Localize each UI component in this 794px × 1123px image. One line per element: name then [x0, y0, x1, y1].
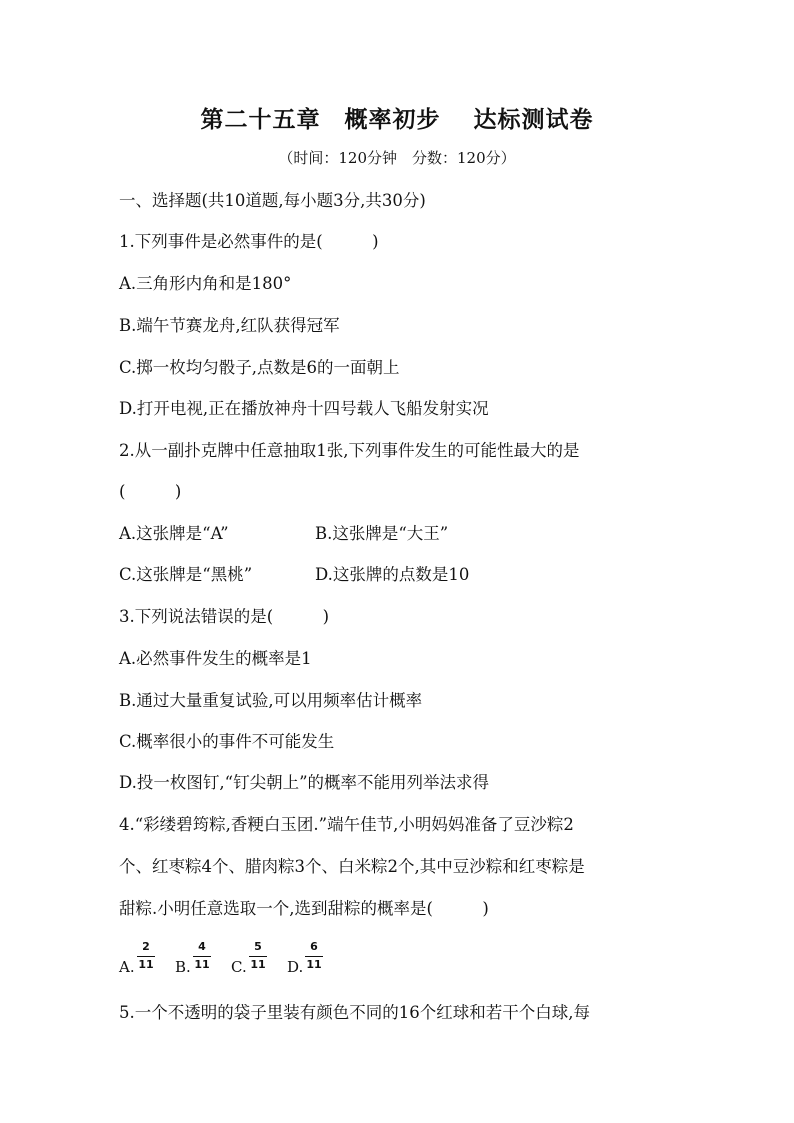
fraction: [249, 940, 267, 972]
question-5-stem: 5.一个不透明的袋子里装有颜色不同的16个红球和若干个白球,每: [119, 1003, 590, 1022]
question-2-stem-bracket: ( ): [119, 482, 182, 501]
question-1-stem: 1.下列事件是必然事件的是( ): [119, 232, 379, 251]
fraction-denominator: 11: [250, 958, 266, 971]
fraction-bar: [305, 956, 323, 957]
question-4-stem-line-1: 4.“彩缕碧筠粽,香粳白玉团.”端午佳节,小明妈妈准备了豆沙粽2: [119, 815, 574, 834]
question-3-option-d: D.投一枚图钉,“钉尖朝上”的概率不能用列举法求得: [119, 773, 490, 792]
fraction-numerator: 6: [310, 940, 318, 953]
question-3-option-a: A.必然事件发生的概率是1: [119, 649, 312, 668]
option-letter: A.: [119, 958, 135, 976]
fraction-bar: [137, 956, 155, 957]
fraction-denominator: 11: [138, 958, 154, 971]
question-2-option-a: A.这张牌是“A”: [119, 524, 229, 543]
question-3-option-c: C.概率很小的事件不可能发生: [119, 732, 335, 751]
page-title: 第二十五章 概率初步 达标测试卷: [200, 107, 594, 133]
question-1-option-d: D.打开电视,正在播放神舟十四号载人飞船发射实况: [119, 399, 489, 418]
question-3-option-b: B.通过大量重复试验,可以用频率估计概率: [119, 691, 423, 710]
question-1-option-a: A.三角形内角和是180°: [119, 274, 292, 293]
exam-meta: （时间：120分钟 分数：120分）: [278, 149, 516, 167]
fraction-bar: [249, 956, 267, 957]
question-4-options: [119, 940, 379, 980]
section-heading: 一、选择题(共10道题,每小题3分,共30分): [119, 191, 426, 210]
question-3-stem: 3.下列说法错误的是( ): [119, 607, 330, 626]
question-4-stem-line-2: 个、红枣粽4个、腊肉粽3个、白米粽2个,其中豆沙粽和红枣粽是: [119, 857, 585, 876]
question-2-option-c: C.这张牌是“黑桃”: [119, 565, 253, 584]
question-2-stem: 2.从一副扑克牌中任意抽取1张,下列事件发生的可能性最大的是: [119, 441, 580, 460]
question-2-option-d: D.这张牌的点数是10: [315, 565, 470, 584]
fraction-numerator: 5: [254, 940, 262, 953]
option-letter: C.: [231, 958, 247, 976]
fraction: [137, 940, 155, 972]
fraction-numerator: 2: [142, 940, 150, 953]
fraction-bar: [193, 956, 211, 957]
option-letter: D.: [287, 958, 304, 976]
question-4-stem-line-3: 甜粽.小明任意选取一个,选到甜粽的概率是( ): [119, 899, 489, 918]
fraction: [193, 940, 211, 972]
question-1-option-b: B.端午节赛龙舟,红队获得冠军: [119, 316, 340, 335]
fraction-denominator: 11: [306, 958, 322, 971]
fraction: [305, 940, 323, 972]
fraction-denominator: 11: [194, 958, 210, 971]
question-2-option-b: B.这张牌是“大王”: [315, 524, 449, 543]
fraction-numerator: 4: [198, 940, 206, 953]
question-1-option-c: C.掷一枚均匀骰子,点数是6的一面朝上: [119, 358, 400, 377]
option-letter: B.: [175, 958, 191, 976]
